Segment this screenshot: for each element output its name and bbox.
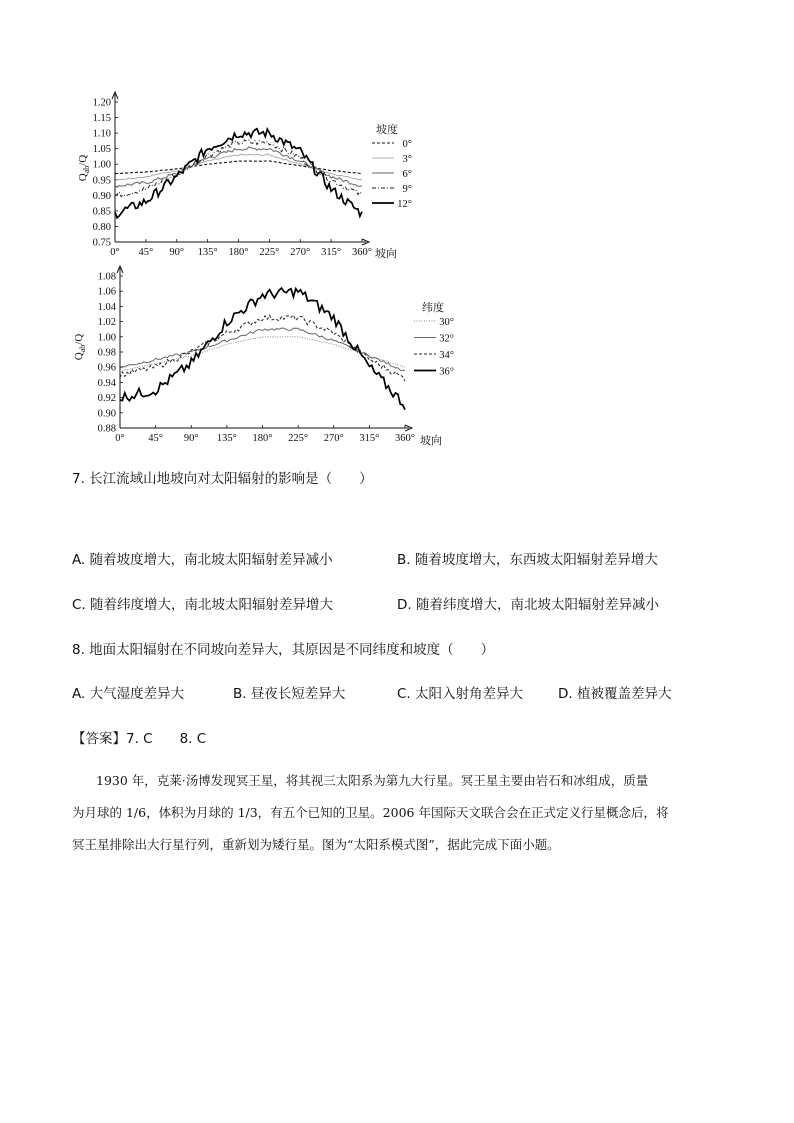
x-tick-label: 225° [288, 433, 309, 444]
legend-label: 32° [439, 333, 454, 345]
q8-option-a[interactable]: A. 大气湿度差异大 [72, 686, 185, 702]
chart1-xlabel: 坡向 [375, 248, 397, 260]
question-8: 8. 地面太阳辐射在不同坡向差异大，其原因是不同纬度和坡度（ ） [72, 642, 495, 658]
passage-line: 为月球的 1/6，体积为月球的 1/3，有五个已知的卫星。2006 年国际天文联合会在正式定义行星概念后，将 [72, 805, 669, 820]
y-tick-label: 0.94 [97, 377, 116, 389]
q7-option-b[interactable]: B. 随着坡度增大，东西坡太阳辐射差异增大 [397, 552, 658, 568]
legend-label: 36° [439, 366, 454, 378]
y-tick-label: 1.00 [92, 159, 111, 171]
passage-line: 冥王星排除出大行星行列，重新划为矮行星。图为“太阳系模式图”，据此完成下面小题。 [72, 837, 560, 852]
series-line-36deg [120, 288, 405, 410]
q8-option-d[interactable]: D. 植被覆盖差异大 [558, 686, 672, 702]
y-tick-label: 1.20 [92, 97, 111, 109]
y-tick-label: 0.85 [92, 206, 111, 218]
chart1-ylabel [77, 155, 91, 182]
legend-label: 12° [397, 199, 412, 210]
legend-label: 30° [439, 317, 454, 328]
answer-line: 【答案】7. C 8. C [72, 731, 207, 747]
latitude-chart [70, 262, 460, 452]
y-tick-label: 1.02 [97, 317, 116, 329]
x-tick-label: 135° [197, 247, 218, 258]
y-tick-label: 1.06 [97, 286, 116, 298]
x-tick-label: 360° [352, 247, 372, 258]
series-line-12deg [115, 129, 362, 218]
x-tick-label: 270° [290, 247, 311, 258]
y-tick-label: 0.88 [97, 423, 116, 435]
y-tick-label: 0.95 [92, 175, 111, 187]
chart1-legend [372, 139, 412, 210]
chart2-ylabel [73, 334, 87, 361]
legend-label: 6° [402, 169, 412, 180]
x-tick-label: 45° [138, 247, 154, 258]
svg-text:Qab/Q: $Q_{ab}/Q$ [77, 154, 91, 182]
q7-option-a[interactable]: A. 随着坡度增大，南北坡太阳辐射差异减小 [72, 552, 333, 568]
chart1-legend-title: 坡度 [376, 124, 398, 136]
x-tick-label: 90° [183, 433, 199, 444]
x-tick-label: 180° [228, 247, 249, 258]
series-line-34deg [120, 315, 405, 381]
y-tick-label: 0.90 [92, 190, 111, 202]
x-tick-label: 0° [110, 247, 120, 258]
y-tick-label: 0.75 [92, 237, 111, 249]
y-tick-label: 0.98 [97, 347, 116, 359]
y-tick-label: 1.05 [92, 144, 111, 156]
series-line-3deg [115, 154, 362, 180]
chart2-xlabel: 坡向 [420, 435, 442, 447]
q7-option-d[interactable]: D. 随着纬度增大，南北坡太阳辐射差异减小 [397, 597, 659, 613]
series-line-9deg [115, 140, 362, 197]
x-tick-label: 360° [395, 433, 415, 444]
x-tick-label: 0° [115, 433, 125, 444]
q8-option-b[interactable]: B. 昼夜长短差异大 [233, 686, 346, 702]
question-7: 7. 长江流域山地坡向对太阳辐射的影响是（ ） [72, 471, 373, 487]
svg-text:Qab/Q: $Q_{ab}/Q$ [73, 333, 87, 361]
passage-line: 1930 年，克莱·汤博发现冥王星，将其视三太阳系为第九大行星。冥王星主要由岩石和冰组成，质量 [96, 773, 649, 788]
legend-label: 3° [402, 154, 412, 165]
y-tick-label: 1.04 [97, 301, 116, 313]
y-tick-label: 0.80 [92, 221, 111, 233]
y-tick-label: 1.15 [92, 113, 111, 125]
passage [72, 772, 728, 854]
x-tick-label: 270° [323, 433, 344, 444]
q8-option-c[interactable]: C. 太阳入射角差异大 [397, 686, 524, 702]
legend-label: 0° [402, 139, 412, 150]
series-line-0deg [115, 161, 362, 174]
y-tick-label: 1.10 [92, 128, 111, 140]
legend-label: 9° [402, 184, 412, 195]
y-tick-label: 0.90 [97, 408, 116, 420]
legend-label: 34° [439, 350, 454, 361]
x-tick-label: 135° [216, 433, 237, 444]
x-tick-label: 90° [169, 247, 185, 258]
y-tick-label: 0.92 [97, 393, 116, 405]
y-tick-label: 1.00 [97, 332, 116, 344]
x-tick-label: 315° [321, 247, 342, 258]
x-tick-label: 225° [259, 247, 280, 258]
x-tick-label: 315° [359, 433, 380, 444]
chart2-legend [414, 317, 454, 378]
q7-option-c[interactable]: C. 随着纬度增大，南北坡太阳辐射差异增大 [72, 597, 334, 613]
x-tick-label: 180° [252, 433, 273, 444]
y-tick-label: 0.96 [97, 362, 116, 374]
y-tick-label: 1.08 [97, 271, 116, 283]
x-tick-label: 45° [148, 433, 163, 444]
chart2-legend-title: 纬度 [422, 302, 444, 314]
series-line-32deg [120, 328, 405, 371]
slope-chart [70, 90, 430, 262]
